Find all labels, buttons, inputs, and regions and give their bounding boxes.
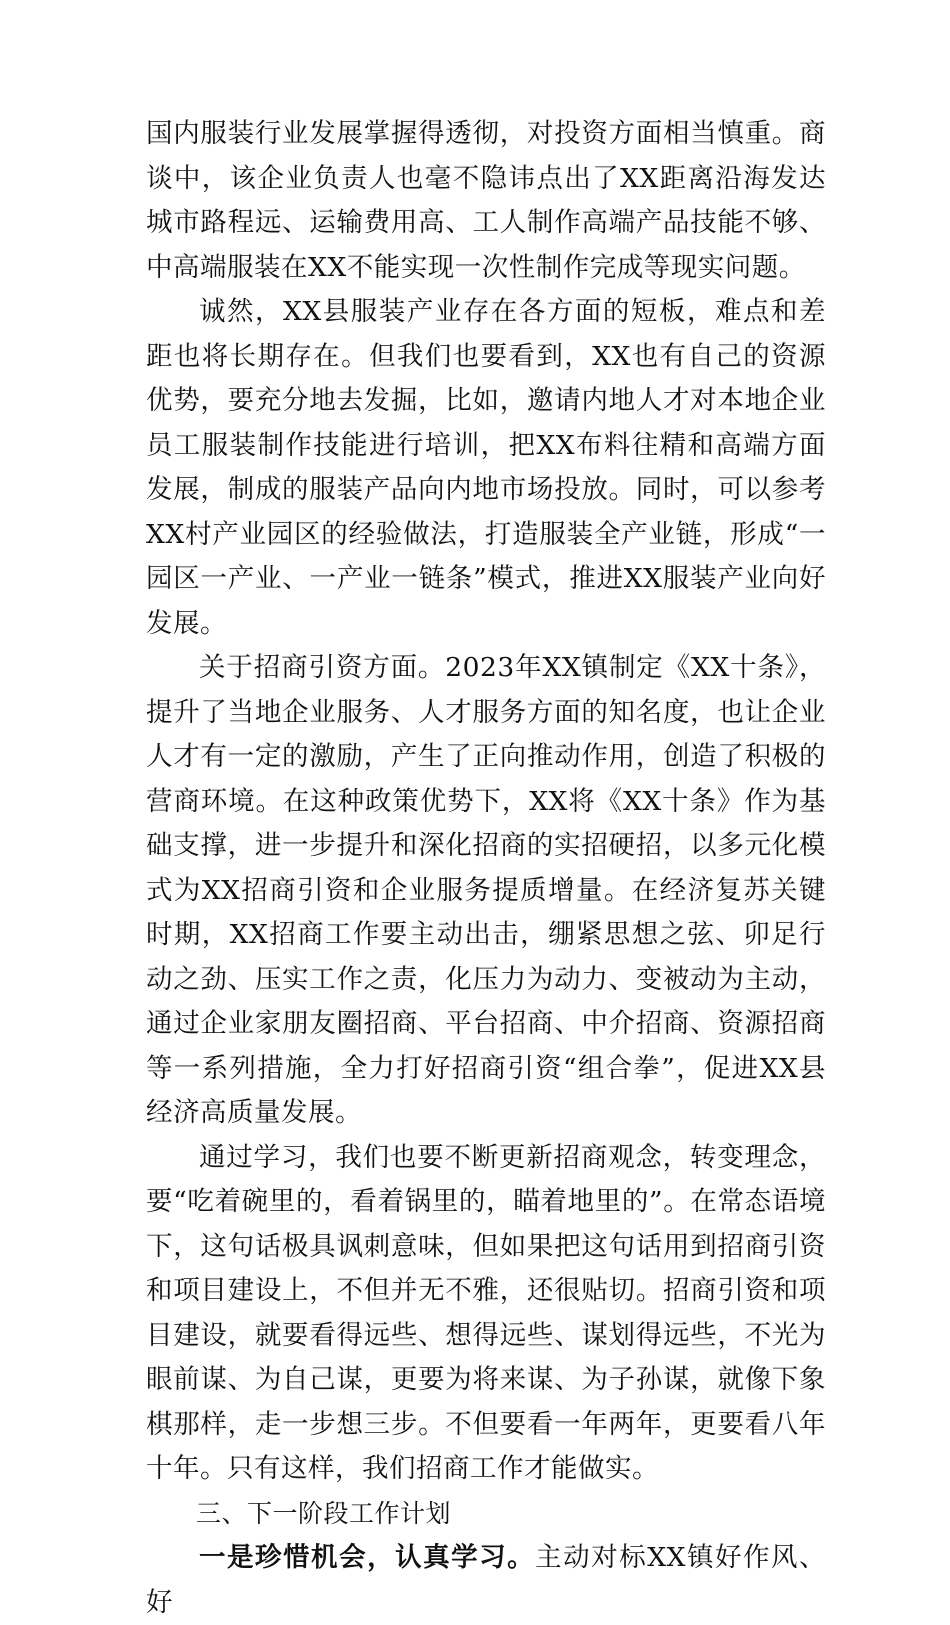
paragraph-2: 诚然，XX县服装产业存在各方面的短板，难点和差距也将长期存在。但我们也要看到，XX也有自己的资源优势，要充分地去发掘，比如，邀请内地人才对本地企业员工服装制作技能进行培训，把XX布料往精和高端方面发展，制成的服装产品向内地市场投放。同时，可以参考XX村产业园区的经验做法，打造服装全产业链，形成“一园区一产业、一产业一链条”模式，推进XX服装产业向好发展。 <box>146 296 826 639</box>
paragraph-5-text: 主动对标XX镇好作风、好 <box>146 1542 827 1618</box>
paragraph-1: 国内服装行业发展掌握得透彻，对投资方面相当慎重。商谈中，该企业负责人也毫不隐讳点出了XX距离沿海发达城市路程远、运输费用高、工人制作高端产品技能不够、中高端服装在XX不能实现一次性制作完成等现实问题。 <box>146 118 826 283</box>
section-heading: 三、下一阶段工作计划 <box>196 1498 452 1528</box>
paragraph-5-bold-lead: 一是珍惜机会，认真学习。 <box>199 1542 536 1573</box>
paragraph-4: 通过学习，我们也要不断更新招商观念，转变理念，要“吃着碗里的，看着锅里的，瞄着地里的”。在常态语境下，这句话极具讽刺意味，但如果把这句话用到招商引资和项目建设上，不但并无不雅，还很贴切。招商引资和项目建设，就要看得远些、想得远些、谋划得远些，不光为眼前谋、为自己谋，更要为将来谋、为子孙谋，就像下象棋那样，走一步想三步。不但要看一年两年，更要看八年十年。只有这样，我们招商工作才能做实。 <box>146 1141 826 1484</box>
document-body <box>146 112 826 1625</box>
paragraph-3: 关于招商引资方面。2023年XX镇制定《XX十条》，提升了当地企业服务、人才服务方面的知名度，也让企业人才有一定的激励，产生了正向推动作用，创造了积极的营商环境。在这种政策优势下，XX将《XX十条》作为基础支撑，进一步提升和深化招商的实招硬招，以多元化模式为XX招商引资和企业服务提质增量。在经济复苏关键时期，XX招商工作要主动出击，绷紧思想之弦、卯足行动之劲、压实工作之责，化压力为动力、变被动为主动，通过企业家朋友圈招商、平台招商、中介招商、资源招商等一系列措施，全力打好招商引资“组合拳”，促进XX县经济高质量发展。 <box>146 652 826 1128</box>
paragraph-5 <box>146 1536 826 1625</box>
